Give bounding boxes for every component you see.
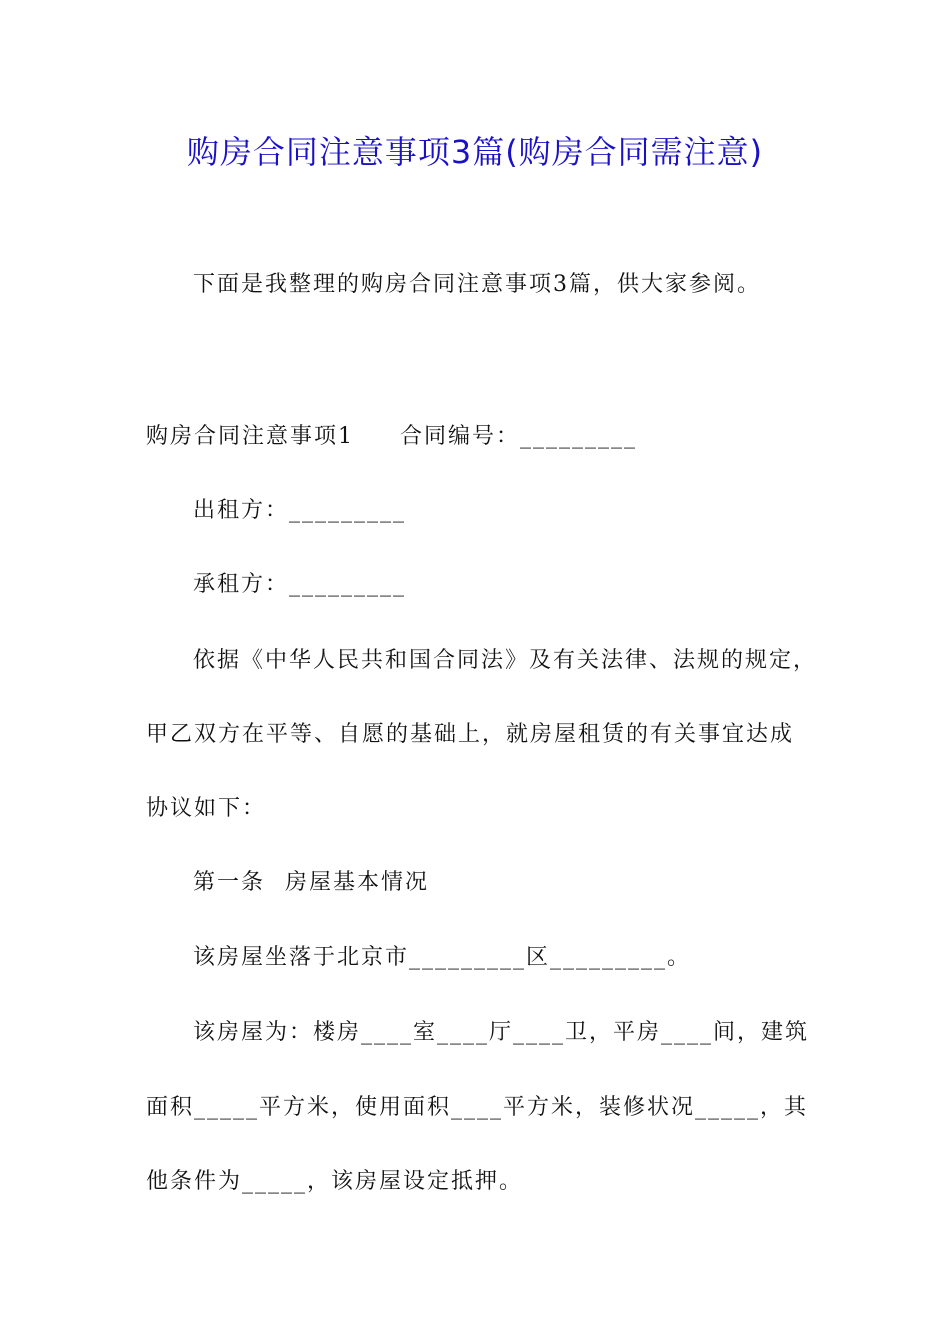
lessor-line: 出租方：_________: [193, 498, 407, 523]
paragraph-line: 面积_____平方米，使用面积____平方米，装修状况_____，其: [146, 1095, 809, 1120]
paragraph-line: 协议如下：: [146, 796, 267, 821]
location-line: 该房屋坐落于北京市_________区_________。: [193, 945, 692, 970]
contract-number: 合同编号：_________: [400, 424, 638, 449]
paragraph-line: 他条件为_____，该房屋设定抵押。: [146, 1169, 524, 1194]
article-number: 第一条: [193, 870, 266, 895]
paragraph-line: 依据《中华人民共和国合同法》及有关法律、法规的规定，: [193, 648, 818, 673]
document-title: 购房合同注意事项3篇(购房合同需注意): [186, 133, 764, 171]
paragraph-line: 该房屋为：楼房____室____厅____卫，平房____间，建筑: [193, 1020, 810, 1045]
section-heading-row: [146, 422, 637, 452]
intro-text: 下面是我整理的购房合同注意事项3篇，供大家参阅。: [193, 272, 761, 297]
lessee-line: 承租方：_________: [193, 572, 407, 597]
article-title: 房屋基本情况: [285, 870, 430, 895]
section-heading: 购房合同注意事项1: [146, 424, 354, 449]
paragraph-line: 甲乙双方在平等、自愿的基础上，就房屋租赁的有关事宜达成: [146, 722, 795, 747]
article-heading-row: [193, 868, 429, 898]
